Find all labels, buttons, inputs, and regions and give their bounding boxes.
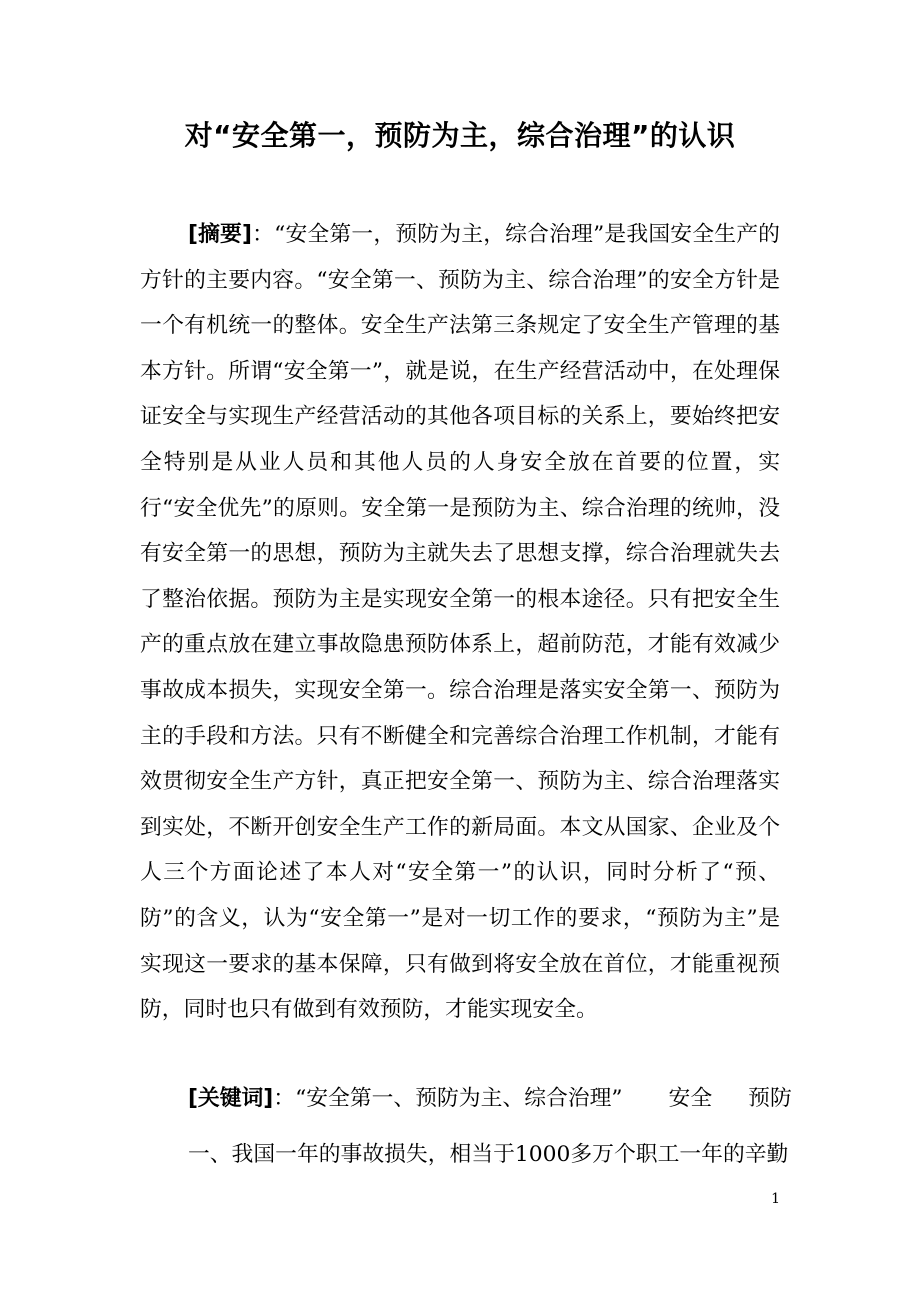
page-number: 1 — [771, 1191, 780, 1207]
keywords-line — [140, 1076, 792, 1122]
abstract-text-block — [140, 212, 780, 1033]
keywords-label: [关键词] — [187, 1086, 274, 1111]
abstract-label: [摘要] — [187, 222, 252, 247]
keyword-item: ：“安全第一、预防为主、综合治理” — [273, 1086, 623, 1111]
keyword-item: 预防 — [748, 1086, 792, 1111]
keyword-item: 安全 — [668, 1086, 713, 1111]
section-first-line: 一、我国一年的事故损失，相当于1000多万个职工一年的辛勤 — [187, 1142, 789, 1167]
abstract-paragraph — [140, 212, 780, 1033]
abstract-text: ：“安全第一，预防为主，综合治理”是我国安全生产的方针的主要内容。“安全第一、预防为主、综合治理”的安全方针是一个有机统一的整体。安全生产法第三条规定了安全生产管理的基本方针。所谓“安全第一”，就是说，在生产经营活动中，在处理保证安全与实现生产经营活动的其他各项目标的关系上，要始终把安全特别是从业人员和其他人员的人身安全放在首要的位置，实行“安全优先”的原则。安全第一是预防为主、综合治理的统帅，没有安全第一的思想，预防为主就失去了思想支撑，综合治理就失去了整治依据。预防为主是实现安全第一的根本途径。只有把安全生产的重点放在建立事故隐患预防体系上，超前防范，才能有效减少事故成本损失，实现安全第一。综合治理是落实安全第一、预防为主的手段和方法。只有不断健全和完善综合治理工作机制，才能有效贯彻安全生产方针，真正把安全第一、预防为主、综合治理落实到实处，不断开创安全生产工作的新局面。本文从国家、企业及个人三个方面论述了本人对“安全第一”的认识，同时分析了“预、防”的含义，认为“安全第一”是对一切工作的要求，“预防为主”是实现这一要求的基本保障，只有做到将安全放在首位，才能重视预防，同时也只有做到有效预防，才能实现安全。 — [140, 222, 780, 1023]
document-title: 对“安全第一，预防为主，综合治理”的认识 — [184, 119, 736, 152]
